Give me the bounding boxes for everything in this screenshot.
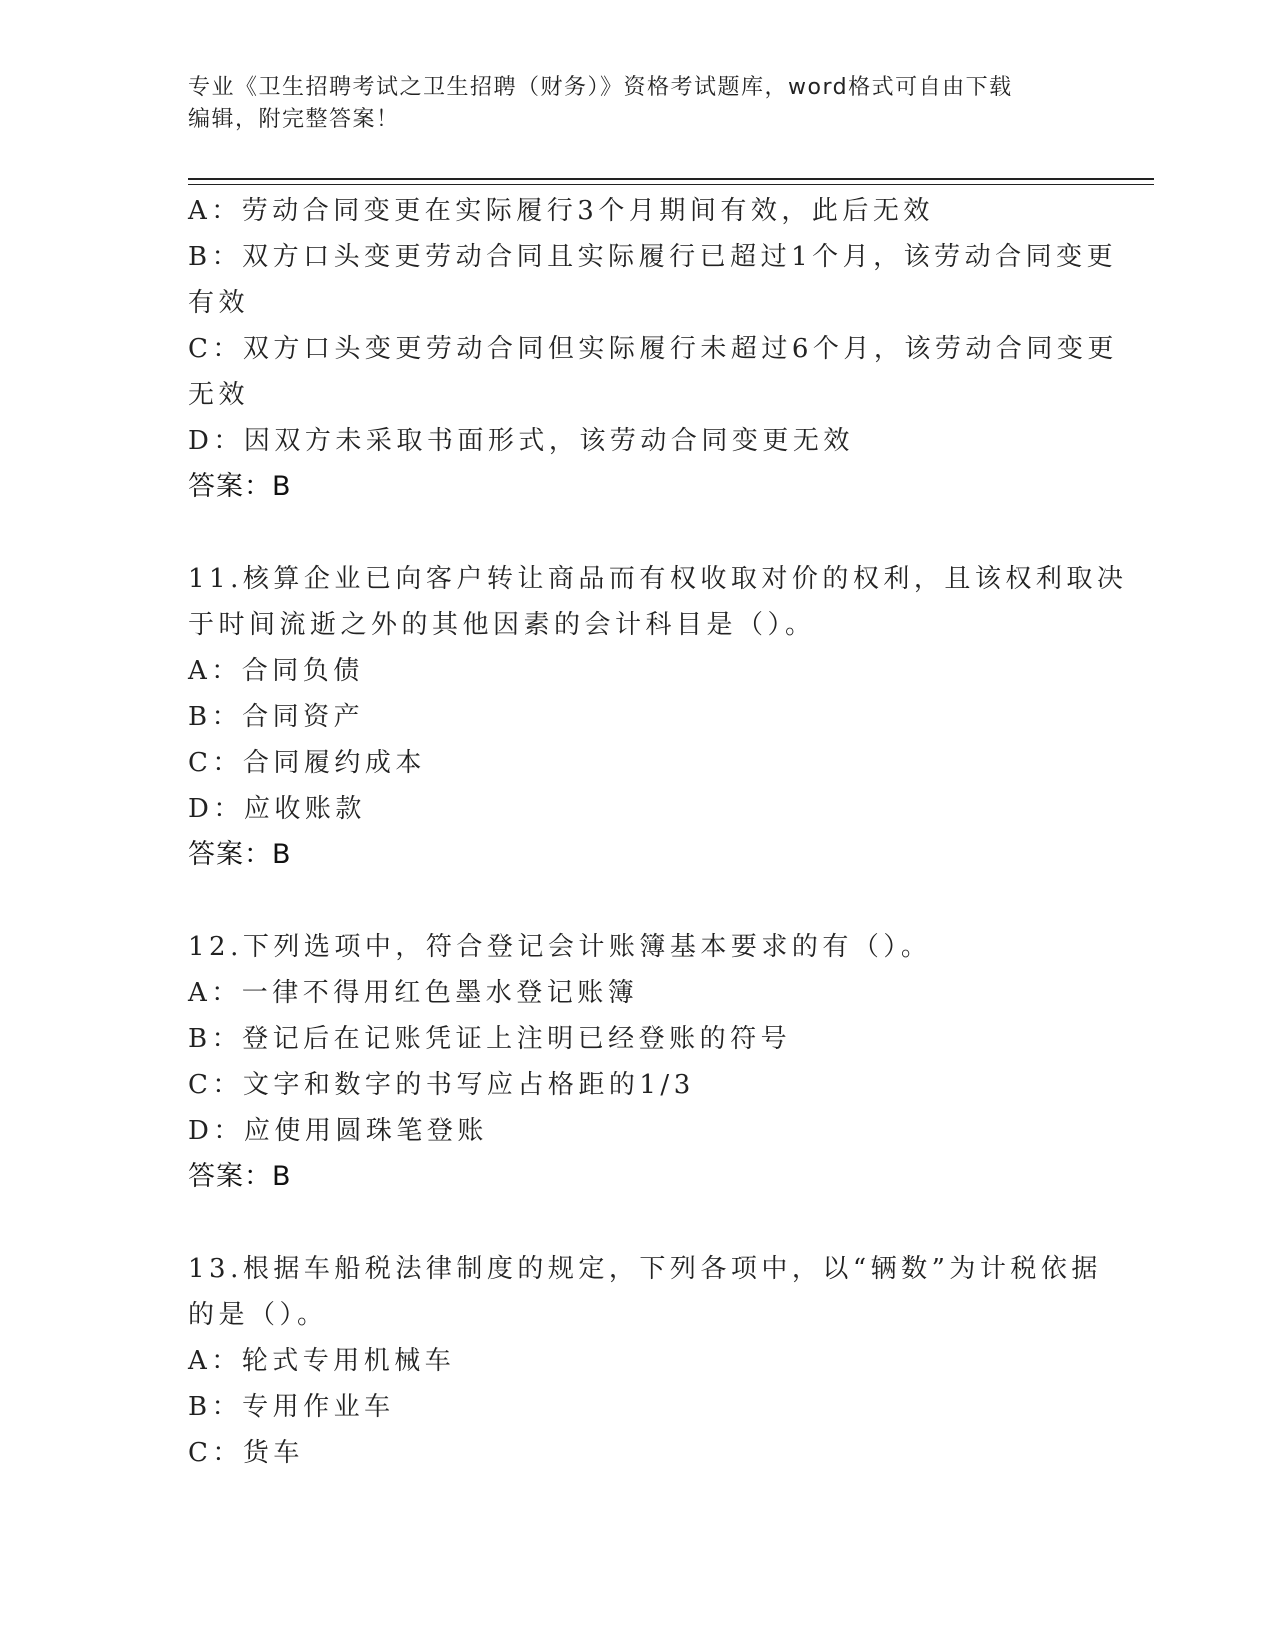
question-12 — [188, 924, 1088, 1200]
question-stem-continued: 于时间流逝之外的其他因素的会计科目是（）。 — [188, 610, 816, 640]
question-13 — [188, 1246, 1102, 1476]
option-c: C：合同履约成本 — [188, 748, 426, 778]
option-a: A：轮式专用机械车 — [188, 1346, 456, 1376]
option-b: B：双方口头变更劳动合同且实际履行已超过1个月，该劳动合同变更 — [188, 242, 1118, 272]
spacer — [188, 510, 1088, 556]
option-c: C：文字和数字的书写应占格距的1/3 — [188, 1070, 695, 1100]
option-b: B：登记后在记账凭证上注明已经登账的符号 — [188, 1024, 792, 1054]
option-d: D：因双方未采取书面形式，该劳动合同变更无效 — [188, 426, 854, 456]
answer-label: 答案：B — [188, 471, 292, 502]
header-divider-thin — [188, 184, 1154, 185]
option-b-continued: 有效 — [188, 288, 250, 318]
spacer — [188, 1200, 1088, 1246]
answer-label: 答案：B — [188, 839, 292, 870]
option-c: C：双方口头变更劳动合同但实际履行未超过6个月，该劳动合同变更 — [188, 334, 1118, 364]
question-stem-continued: 的是（）。 — [188, 1300, 328, 1330]
answer-label: 答案：B — [188, 1161, 292, 1192]
option-b: B：合同资产 — [188, 702, 365, 732]
option-a: A：一律不得用红色墨水登记账簿 — [188, 978, 639, 1008]
option-d: D：应收账款 — [188, 794, 366, 824]
option-a: A：劳动合同变更在实际履行3个月期间有效，此后无效 — [188, 196, 934, 226]
question-11 — [188, 556, 1128, 878]
header-line-1: 专业《卫生招聘考试之卫生招聘（财务）》资格考试题库，word格式可自由下载 — [188, 75, 1013, 100]
option-c: C：货车 — [188, 1438, 304, 1468]
header-divider-thick — [188, 178, 1154, 180]
option-c-continued: 无效 — [188, 380, 250, 410]
question-prev — [188, 188, 1118, 510]
question-stem: 13.根据车船税法律制度的规定，下列各项中，以“辆数”为计税依据 — [188, 1254, 1102, 1284]
option-d: D：应使用圆珠笔登账 — [188, 1116, 488, 1146]
question-stem: 11.核算企业已向客户转让商品而有权收取对价的权利，且该权利取决 — [188, 564, 1128, 594]
option-a: A：合同负债 — [188, 656, 364, 686]
document-header — [188, 72, 1068, 136]
spacer — [188, 878, 1088, 924]
header-line-2: 编辑，附完整答案！ — [188, 107, 400, 132]
question-list — [188, 188, 1128, 1476]
option-b: B：专用作业车 — [188, 1392, 395, 1422]
question-stem: 12.下列选项中，符合登记会计账簿基本要求的有（）。 — [188, 932, 932, 962]
